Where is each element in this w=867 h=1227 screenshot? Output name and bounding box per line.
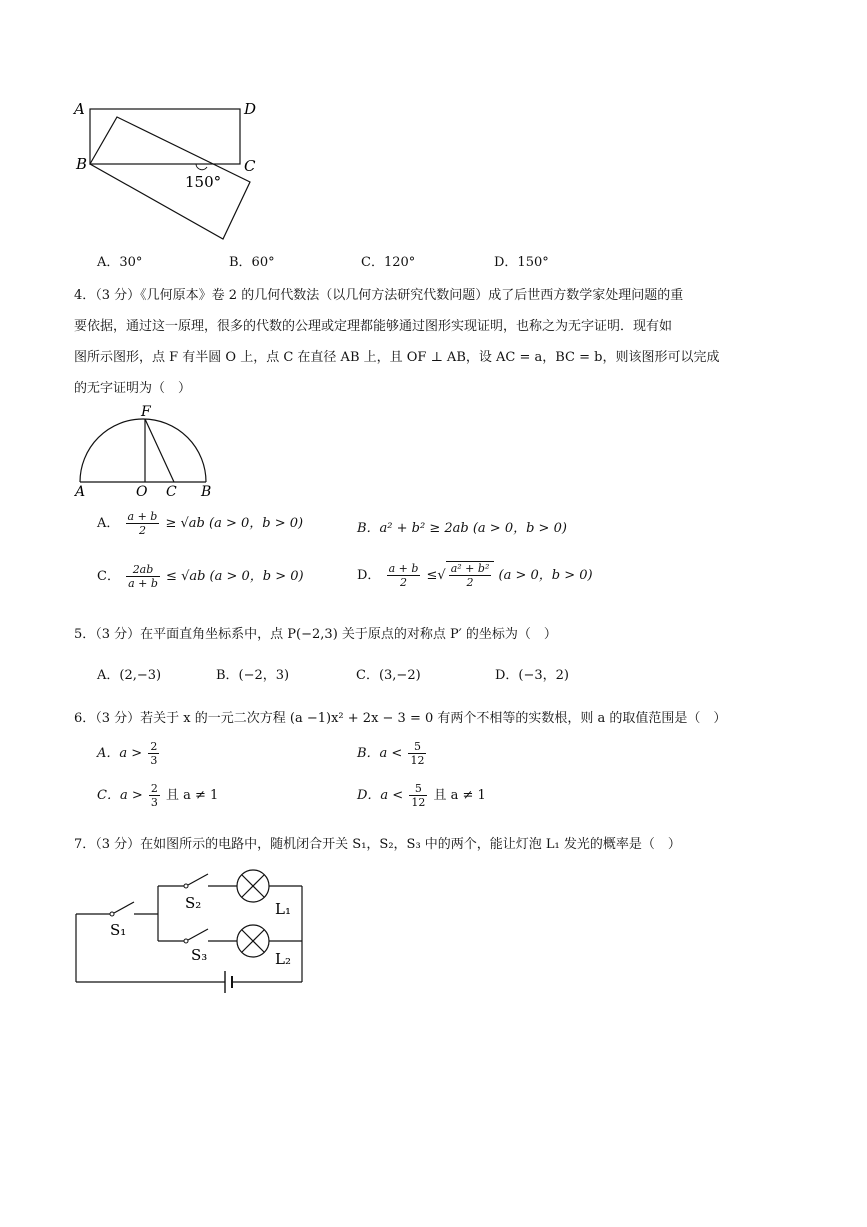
s3-blade — [188, 929, 208, 940]
q4-option-d-text: (a > 0，b > 0) — [498, 568, 593, 583]
q3-figure — [70, 95, 270, 245]
label-s1: S₁ — [110, 921, 127, 939]
q4-label-c: C — [166, 484, 177, 500]
s1-blade — [114, 902, 134, 913]
q4-stem-line4: 的无字证明为（ ） — [74, 381, 192, 396]
label-s3: S₃ — [191, 946, 208, 964]
q6-option-a — [97, 740, 161, 767]
q3-label-d: D — [244, 100, 257, 118]
q4-option-a-text: ≥ √ab (a > 0，b > 0) — [165, 516, 304, 531]
q6-option-d-fraction: $\frac{5}{12}$ — [411, 782, 426, 809]
q3-angle-label: 150° — [185, 173, 222, 191]
q3-option-d: D．150° — [494, 255, 549, 270]
q4-option-b: B．a² + b² ≥ 2ab (a > 0，b > 0) — [357, 521, 567, 536]
q4-option-d-label: D． — [357, 568, 381, 583]
q3-option-c: C．120° — [361, 255, 416, 270]
q3-rectangle-abcd — [90, 109, 240, 164]
q5-option-d: D．(−3，2) — [495, 668, 570, 683]
s1-pivot — [110, 912, 114, 916]
label-l1: L₁ — [275, 900, 291, 918]
s3-pivot — [184, 939, 188, 943]
q4-option-a-fraction: $\frac{a + b}{2}$ — [127, 510, 158, 537]
q4-label-b: B — [201, 484, 212, 500]
q6-option-d-text: D．a < — [357, 788, 404, 803]
q3-tilted-rectangle — [90, 117, 250, 239]
q7-circuit-figure — [70, 862, 310, 1002]
q7-stem: 7．（3 分）在如图所示的电路中，随机闭合开关 S₁，S₂，S₃ 中的两个，能让灯泡 L₁ 发光的概率是（ ） — [74, 837, 681, 852]
q3-option-b: B．60° — [229, 255, 275, 270]
q4-option-c-fraction: $\frac{2ab}{a + b}$ — [128, 563, 158, 590]
q5-stem: 5．（3 分）在平面直角坐标系中，点 P(−2,3) 关于原点的对称点 P′ 的坐标为（ ） — [74, 627, 557, 642]
q4-semicircle-figure — [70, 402, 220, 502]
q4-label-a: A — [75, 484, 86, 500]
s2-pivot — [184, 884, 188, 888]
q6-option-d — [357, 782, 486, 809]
q6-stem: 6．（3 分）若关于 x 的一元二次方程 (a −1)x² + 2x − 3 = 0 有两个不相等的实数根，则 a 的取值范围是（ ） — [74, 711, 727, 726]
q3-label-a: A — [74, 100, 85, 118]
q4-stem-line3: 图所示图形，点 F 有半圆 O 上，点 C 在直径 AB 上，且 OF ⊥ AB，设 AC = a，BC = b，则该图形可以完成 — [74, 350, 720, 365]
q3-label-c: C — [244, 157, 256, 175]
q6-option-a-text: A．a > — [97, 746, 143, 761]
q4-label-f: F — [141, 404, 151, 420]
q4-option-a — [97, 510, 303, 537]
q4-option-c — [97, 563, 304, 590]
q3-label-b: B — [76, 155, 88, 173]
q4-option-d-sqrt: $\frac{\text{a² + b²}}{2}$ — [446, 561, 495, 589]
q4-option-c-label: C． — [97, 569, 120, 584]
q4-option-c-text: ≤ √ab (a > 0，b > 0) — [166, 569, 304, 584]
q4-segment-fc — [145, 419, 174, 482]
q4-option-d: D． $\frac{a + b}{2}$ ≤√ $\frac{\text{a² + b²}}{2}$ (a > 0，b > 0) — [357, 562, 593, 589]
q3-angle-arc — [196, 164, 207, 170]
q6-option-c-fraction: $\frac{2}{3}$ — [150, 782, 158, 809]
q6-option-c-text: C．a > — [97, 788, 143, 803]
q6-option-c — [97, 782, 218, 809]
q6-option-b — [357, 740, 428, 767]
q4-option-d-fraction: $\frac{a + b}{2}$ — [388, 562, 419, 589]
q6-option-d-condition: 且 a ≠ 1 — [433, 788, 486, 803]
q6-option-b-fraction: $\frac{5}{12}$ — [410, 740, 425, 767]
q3-option-a: A．30° — [97, 255, 143, 270]
q4-option-a-label: A． — [97, 516, 120, 531]
q6-option-c-condition: 且 a ≠ 1 — [166, 788, 219, 803]
q4-stem-line1: 4．（3 分）《几何原本》卷 2 的几何代数法（以几何方法研究代数问题）成了后世西方数学家处理问题的重 — [74, 288, 684, 303]
label-s2: S₂ — [185, 894, 202, 912]
q4-stem-line2: 要依据，通过这一原理，很多的代数的公理或定理都能够通过图形实现证明，也称之为无字证明．现有如 — [74, 319, 673, 334]
q5-option-b: B．(−2，3) — [216, 668, 290, 683]
q4-label-o: O — [136, 484, 148, 500]
q4-semicircle-arc — [80, 419, 206, 482]
q6-option-b-text: B．a < — [357, 746, 403, 761]
q5-option-a: A．(2,−3) — [97, 668, 162, 683]
q6-option-a-fraction: $\frac{2}{3}$ — [150, 740, 158, 767]
q5-option-c: C．(3,−2) — [356, 668, 421, 683]
label-l2: L₂ — [275, 950, 291, 968]
s2-blade — [188, 874, 208, 885]
